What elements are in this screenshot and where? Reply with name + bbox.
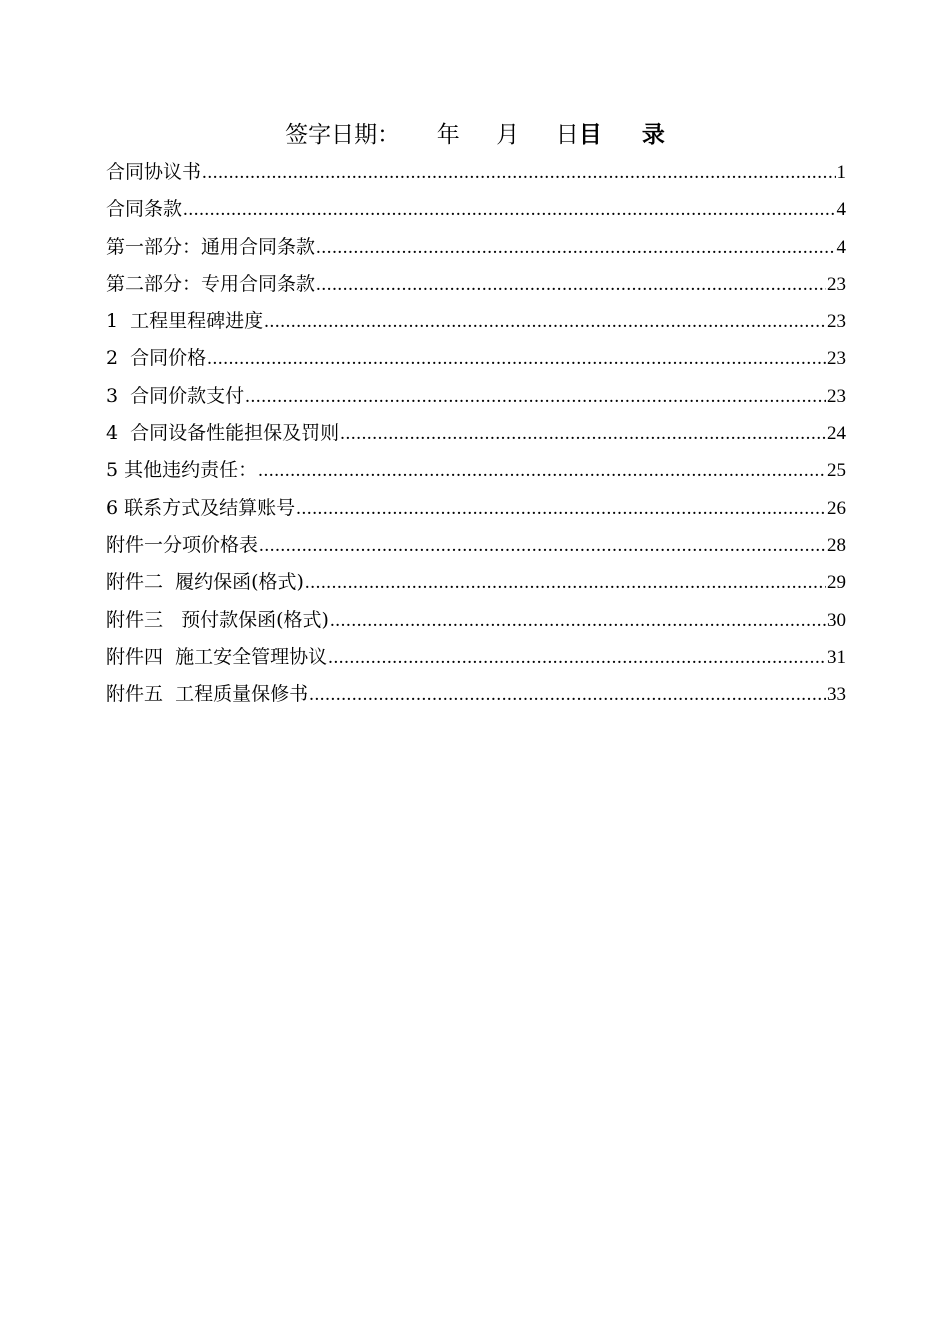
toc-entry-page: 26 — [827, 497, 846, 519]
toc-entry-page: 23 — [827, 273, 846, 295]
dot-leader — [316, 229, 835, 266]
toc-title: 目 录 — [578, 121, 665, 148]
toc-entry-label: 附件三 预付款保函(格式) — [106, 608, 329, 631]
dot-leader — [296, 490, 826, 527]
toc-entry-page: 30 — [827, 609, 846, 631]
dot-leader — [207, 340, 826, 377]
toc-entry-label: 附件一分项价格表 — [106, 533, 259, 556]
toc-entry[interactable] — [106, 602, 846, 639]
dot-leader — [183, 191, 835, 228]
toc-entry[interactable] — [106, 676, 846, 713]
toc-entry-page: 33 — [827, 684, 846, 706]
dot-leader — [258, 452, 826, 489]
toc-entry-page: 24 — [827, 423, 846, 445]
toc-entry-label: 5 其他违约责任： — [106, 459, 258, 482]
toc-entry-label: 第二部分：专用合同条款 — [106, 272, 316, 295]
toc-entry-label: 6 联系方式及结算账号 — [106, 496, 296, 519]
toc-entry[interactable] — [106, 266, 846, 303]
toc-entry-page: 28 — [827, 534, 846, 556]
toc-entry-label: 4 合同设备性能担保及罚则 — [106, 422, 340, 445]
toc-entry[interactable] — [106, 564, 846, 601]
dot-leader — [264, 303, 826, 340]
signature-date-text: 签字日期： 年 月 日 — [285, 122, 579, 148]
dot-leader — [202, 154, 835, 191]
toc-entry[interactable] — [106, 191, 846, 228]
dot-leader — [330, 602, 826, 639]
toc-entry-label: 3 合同价款支付 — [106, 384, 245, 407]
toc-entry-label: 第一部分：通用合同条款 — [106, 235, 316, 258]
toc-entry[interactable] — [106, 229, 846, 266]
toc-entry-label: 合同条款 — [106, 198, 183, 221]
toc-entry-label: 附件五 工程质量保修书 — [106, 683, 309, 706]
toc-entry-page: 31 — [827, 646, 846, 668]
toc-entry[interactable] — [106, 527, 846, 564]
toc-entry[interactable] — [106, 639, 846, 676]
toc-entry-label: 附件二 履约保函(格式) — [106, 571, 304, 594]
toc-entry-page: 29 — [827, 572, 846, 594]
title-line — [0, 118, 950, 152]
toc-entry-page: 23 — [827, 311, 846, 333]
toc-entry-page: 23 — [827, 348, 846, 370]
dot-leader — [328, 639, 826, 676]
toc-entry[interactable] — [106, 154, 846, 191]
toc-entry[interactable] — [106, 340, 846, 377]
toc-entry-page: 1 — [836, 162, 846, 183]
dot-leader — [245, 378, 826, 415]
toc-entry[interactable] — [106, 415, 846, 452]
dot-leader — [305, 564, 826, 601]
toc-entry-page: 4 — [836, 199, 846, 221]
table-of-contents — [106, 154, 846, 713]
toc-entry[interactable] — [106, 490, 846, 527]
dot-leader — [316, 266, 826, 303]
toc-entry-page: 25 — [827, 460, 846, 482]
toc-entry[interactable] — [106, 378, 846, 415]
dot-leader — [259, 527, 826, 564]
toc-entry[interactable] — [106, 303, 846, 340]
toc-entry-label: 附件四 施工安全管理协议 — [106, 645, 328, 668]
toc-entry-label: 合同协议书 — [106, 161, 202, 183]
toc-entry-label: 2 合同价格 — [106, 347, 207, 370]
toc-entry[interactable] — [106, 452, 846, 489]
toc-entry-page: 23 — [827, 385, 846, 407]
dot-leader — [309, 676, 826, 713]
toc-entry-label: 1 工程里程碑进度 — [106, 310, 264, 333]
toc-entry-page: 4 — [836, 236, 846, 258]
dot-leader — [340, 415, 826, 452]
